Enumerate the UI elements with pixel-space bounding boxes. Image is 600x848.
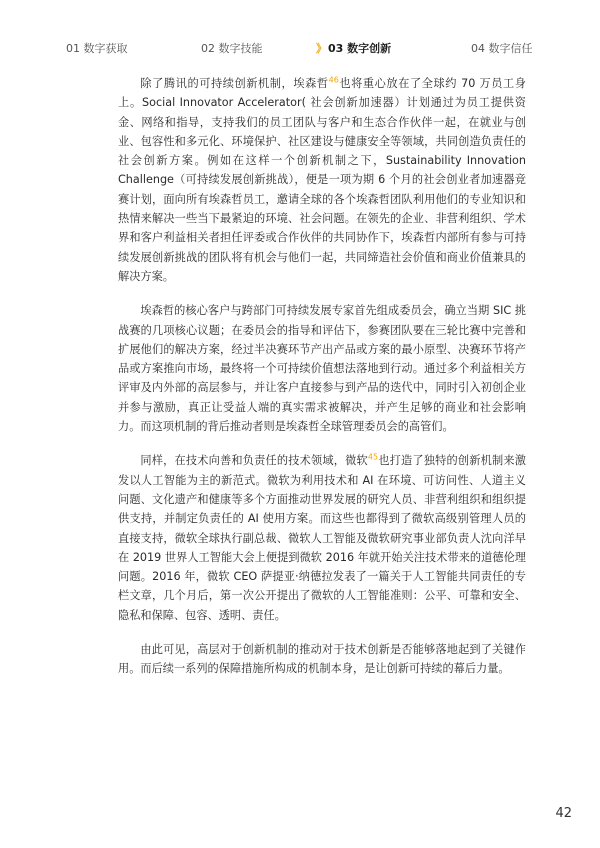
article-body	[118, 74, 526, 694]
tab-digital-access[interactable]: 01 数字获取	[66, 42, 128, 55]
tab-digital-innovation[interactable]	[316, 40, 391, 56]
page-number: 42	[555, 806, 572, 821]
paragraph-microsoft: 同样，在技术向善和负责任的技术领域，微软$^{45}$也打造了独特的创新机制来激发以人工智能为主的新范式。微软为利用技术和 AI 在环境、可访问性、人道主义问题、文化遗产和健康等多个方面推动世界发展的研究人员、非营利组织和组织提供支持，并制定负责任的 AI 使用方案。而这些也都得到了微软高级别管理人员的直接支持，微软全球执行副总裁、微软人工智能及微软研究事业部负责人沈向洋早在 2019 世界人工智能大会上便提到微软 2016 年就开始关注技术带来的道德伦理问题。2016 年，微软 CEO 萨提亚·纳德拉发表了一篇关于人工智能共同责任的专栏文章，几个月后，第一次公开提出了微软的人工智能准则：公平、可靠和安全、隐私和保障、包容、透明、责任。	[118, 452, 526, 622]
footnote-ref[interactable]: 46	[328, 75, 339, 85]
tab-digital-innovation-label: 03 数字创新	[328, 42, 392, 55]
paragraph-accenture-intro: 除了腾讯的可持续创新机制，埃森哲$^{46}$也将重心放在了全球约 70 万员工身上。Social Innovator Accelerator( 社会创新加速器）计划通过为员工提供资金、网络和指导，支持我们的员工团队与客户和生态合作伙伴一起，在就业与创业、包容性和多元化、环境保护、社区建设与健康安全等领域，共同创造负责任的社会创新方案。例如在这样一个创新机制之下，Sustainability Innovation Challenge（可持续发展创新挑战），便是一项为期 6 个月的社会创业者加速器竞赛计划，面向所有埃森哲员工，邀请全球的各个埃森哲团队利用他们的专业知识和热情来解决一些当下最紧迫的环境、社会问题。在领先的企业、非营利组织、学术界和客户利益相关者担任评委或合作伙伴的共同协作下，埃森哲内部所有参与可持续发展创新挑战的团队将有机会与他们一起，共同缔造社会价值和商业价值兼具的解决方案。	[118, 75, 526, 283]
section-nav	[0, 40, 600, 56]
paragraph-accenture-committee: 埃森哲的核心客户与跨部门可持续发展专家首先组成委员会，确立当期 SIC 挑战赛的几项核心议题；在委员会的指导和评估下，参赛团队要在三轮比赛中完善和扩展他们的解决方案，经过半决赛环节产出产品或方案的最小原型、决赛环节将产品或方案推向市场，最终将一个可持续价值想法落地到行动。通过多个利益相关方评审及内外部的高层参与，并让客户直接参与到产品的迭代中，同时引入初创企业并参与激励，真正让受益人端的真实需求被解决，并产生足够的商业和社会影响力。而这项机制的背后推动者则是埃森哲全球管理委员会的高管们。	[118, 304, 526, 434]
tab-digital-trust[interactable]: 04 数字信任	[471, 42, 533, 55]
chevron-right-icon: 》	[316, 42, 325, 55]
tab-digital-skills[interactable]: 02 数字技能	[201, 42, 263, 55]
footnote-ref[interactable]: 45	[367, 452, 379, 462]
paragraph-conclusion: 由此可见，高层对于创新机制的推动对于技术创新是否能够落地起到了关键作用。而后续一系列的保障措施所构成的机制本身，是让创新可持续的幕后力量。	[118, 643, 526, 676]
